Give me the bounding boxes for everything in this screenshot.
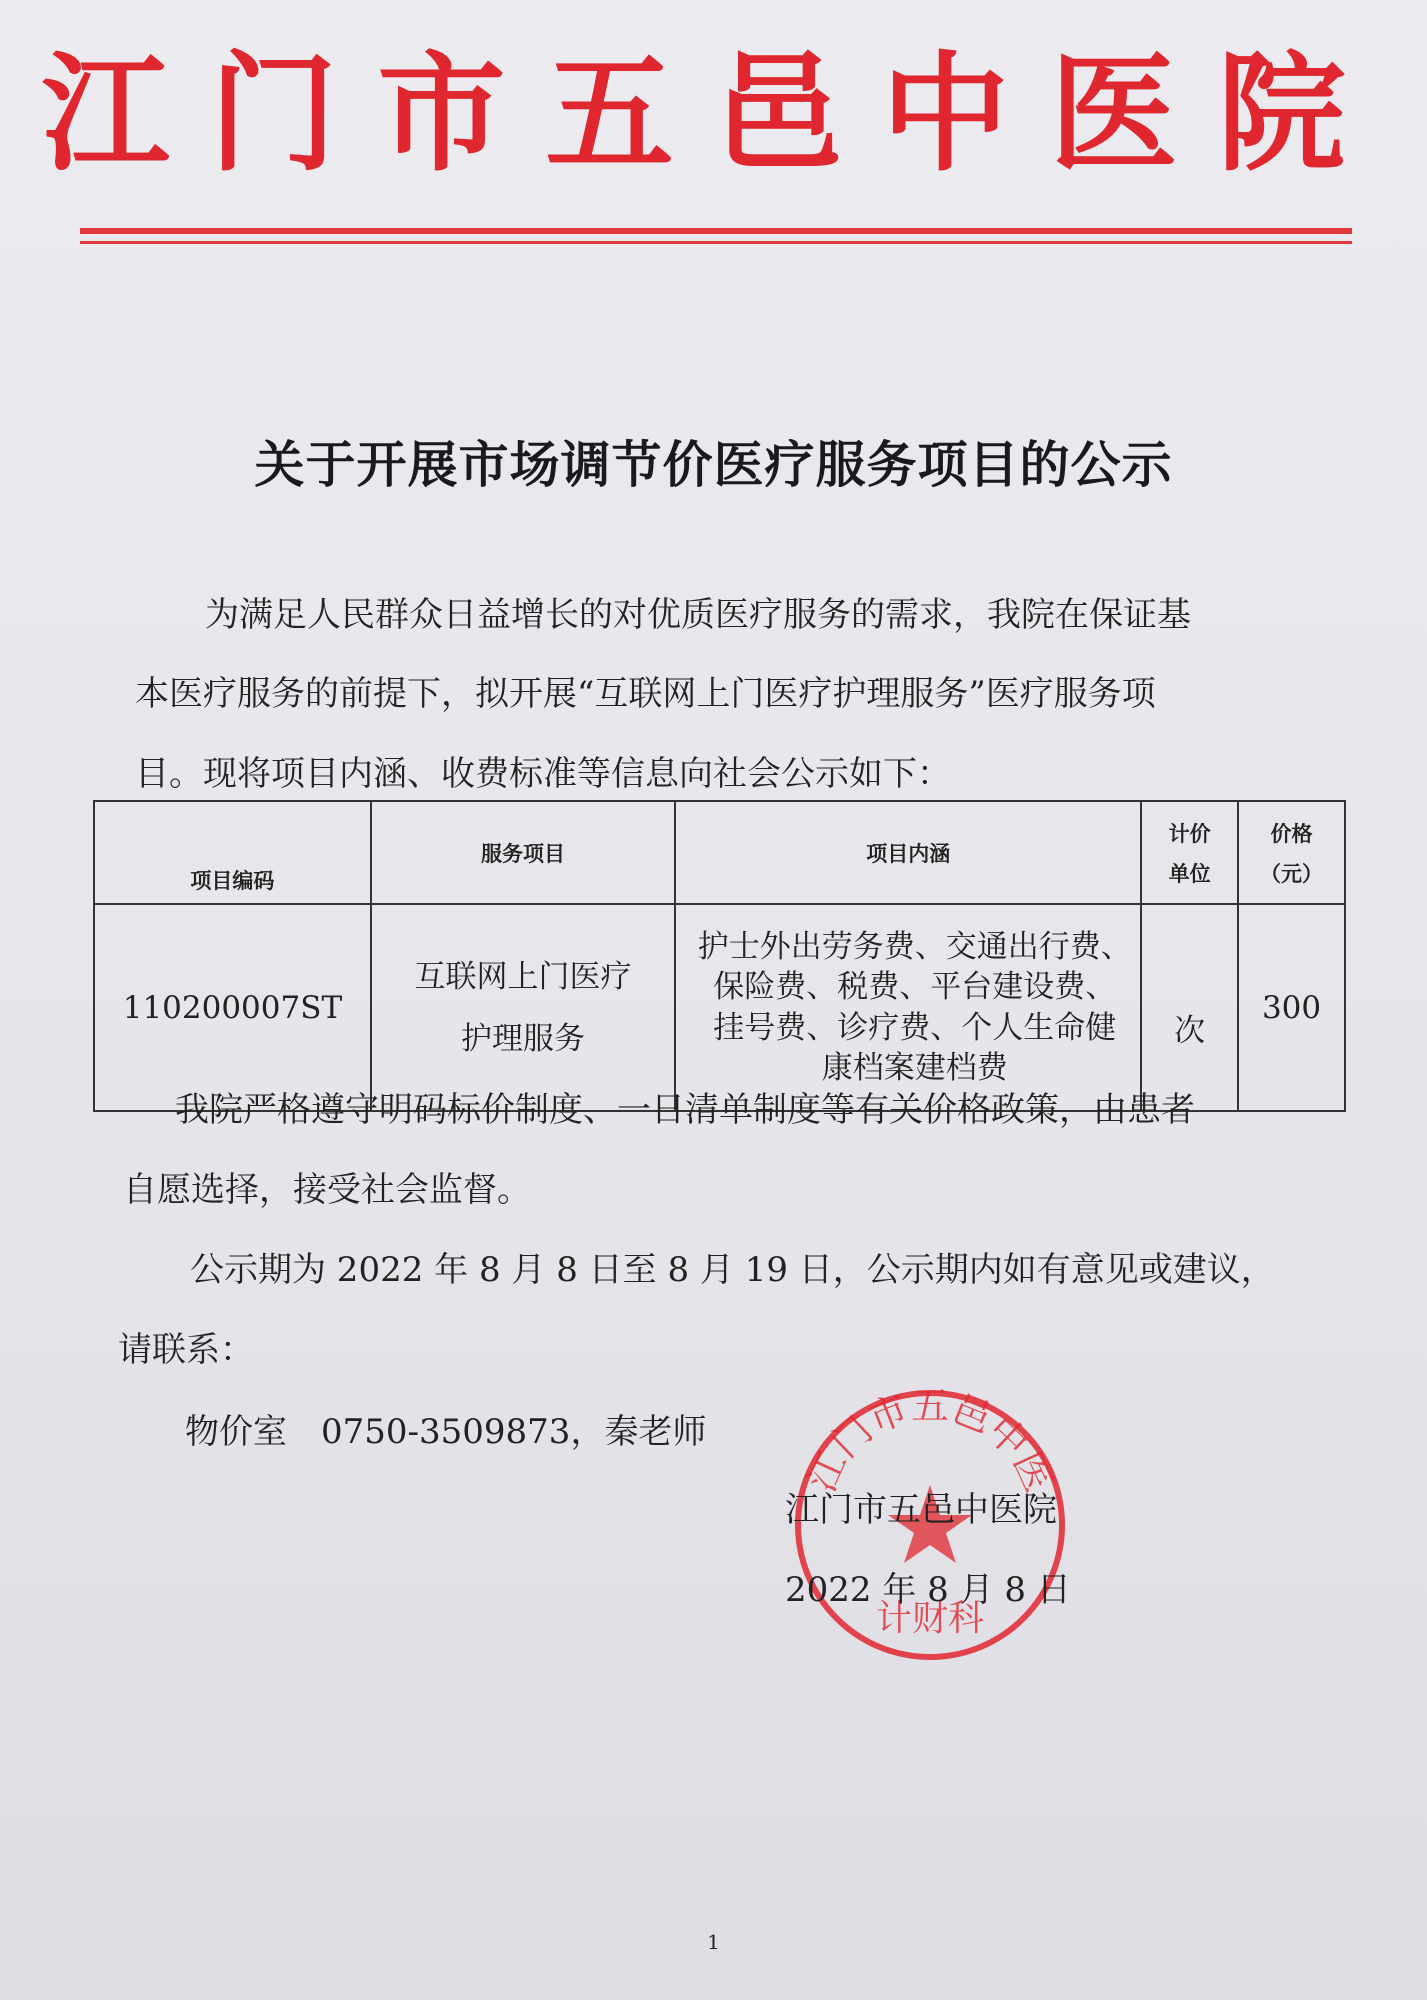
header-price-line2: （元） [1260, 861, 1324, 886]
page-number: 1 [707, 1930, 720, 1954]
signature-org: 江门市五邑中医院 [785, 1490, 1057, 1530]
header-service: 服务项目 [371, 801, 675, 904]
cell-service-line2: 护理服务 [461, 1020, 586, 1057]
cell-price: 300 [1238, 904, 1345, 1111]
intro-line-1: 为满足人民群众日益增长的对优质医疗服务的需求，我院在保证基 [205, 595, 1191, 635]
cell-code: 110200007ST [94, 904, 371, 1111]
table-header-row [94, 801, 1345, 904]
table-row [94, 904, 1345, 1111]
contact-line: 物价室 0750-3509873，秦老师 [185, 1412, 707, 1452]
cell-content-line1: 护士外出劳务费、交通出行费、 [697, 928, 1132, 965]
pricing-table [93, 800, 1346, 1112]
header-unit-line2: 单位 [1168, 861, 1211, 886]
signature-date: 2022 年 8 月 8 日 [785, 1570, 1071, 1610]
intro-line-3: 目。现将项目内涵、收费标准等信息向社会公示如下： [135, 754, 951, 794]
seal-dept-text: 计财科 [875, 1598, 985, 1639]
cell-content-line2: 保险费、税费、平台建设费、 [713, 969, 1117, 1006]
header-price [1238, 801, 1345, 904]
letterhead-rule-thick [80, 228, 1352, 234]
cell-unit: 次 [1141, 904, 1238, 1111]
policy-line-1: 我院严格遵守明码标价制度、一日清单制度等有关价格政策，由患者 [175, 1090, 1195, 1130]
cell-content-line3: 挂号费、诊疗费、个人生命健 [713, 1009, 1117, 1046]
letterhead-title: 江门市五邑中医院 [41, 39, 1386, 189]
cell-service [371, 904, 675, 1111]
cell-content-line4: 康档案建档费 [821, 1049, 1008, 1086]
header-code: 项目编码 [94, 801, 371, 904]
cell-content [675, 904, 1141, 1111]
letterhead-rule-thin [80, 241, 1352, 244]
document-title: 关于开展市场调节价医疗服务项目的公示 [254, 436, 1173, 494]
cell-service-line1: 互联网上门医疗 [414, 958, 632, 995]
period-line-2: 请联系： [118, 1330, 254, 1370]
header-content: 项目内涵 [675, 801, 1141, 904]
header-unit [1141, 801, 1238, 904]
period-line-1: 公示期为 2022 年 8 月 8 日至 8 月 19 日，公示期内如有意见或建议， [190, 1250, 1275, 1290]
header-unit-line1: 计价 [1168, 821, 1211, 846]
seal-org-text: 江门市五邑中医 [799, 1383, 1061, 1499]
policy-line-2: 自愿选择，接受社会监督。 [123, 1170, 531, 1210]
header-price-line1: 价格 [1270, 821, 1313, 846]
intro-line-2: 本医疗服务的前提下，拟开展“互联网上门医疗护理服务”医疗服务项 [135, 674, 1156, 714]
